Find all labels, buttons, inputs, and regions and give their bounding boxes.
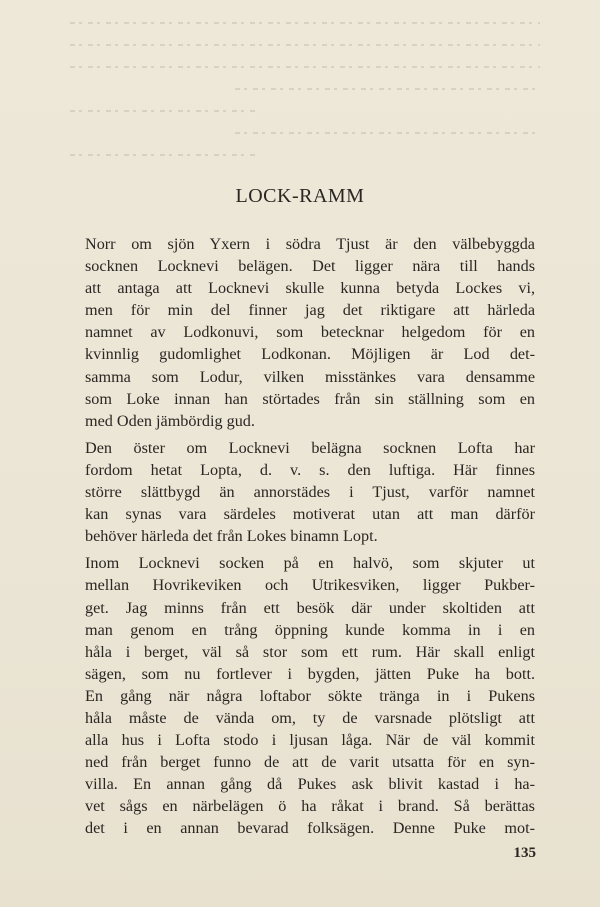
text-line: kvinnlig gudomlighet Lodkonan. Möjligen är Lod det- (85, 345, 535, 364)
paragraph-3 (85, 552, 535, 839)
text-line: man genom en trång öppning kunde komma in i en (85, 620, 535, 639)
chapter-title: LOCK-RAMM (235, 185, 365, 207)
text-line: Inom Locknevi socken på en halvö, som skjuter ut (85, 554, 535, 573)
text-line: ned från berget funno de att de varit utsatta för en syn- (85, 753, 535, 772)
text-line: behöver härleda det från Lokes binamn Lopt. (85, 527, 378, 546)
page-number: 135 (513, 845, 536, 861)
text-line: som Loke innan han störtades från sin ställning som en (85, 389, 535, 408)
text-line: En gång när några loftabor sökte tränga in i Pukens (85, 686, 535, 705)
text-line: alla hus i Lofta stodo i ljusan låga. När de väl kommit (85, 731, 535, 750)
text-line: villa. En annan gång då Pukes ask blivit kastad i ha- (85, 775, 535, 794)
text-line: med Oden jämbördig gud. (85, 411, 255, 430)
text-line: Den öster om Locknevi belägna socknen Lofta har (85, 438, 535, 457)
text-line: det i en annan bevarad folksägen. Denne Puke mot- (85, 819, 535, 838)
text-line: kan synas vara särdeles motiverat utan att man därför (85, 505, 535, 524)
paragraph-2 (85, 437, 535, 547)
paragraph-1 (85, 233, 535, 432)
text-line: socknen Locknevi belägen. Det ligger nära till hands (85, 257, 535, 276)
text-line: Norr om sjön Yxern i södra Tjust är den välbebyggda (85, 235, 535, 253)
text-line: större slättbygd än annorstädes i Tjust, varför namnet (85, 483, 535, 502)
text-line: get. Jag minns från ett besök där under skoltiden att (85, 598, 535, 617)
body-text (85, 233, 535, 840)
text-line: sägen, som nu fortlever i bygden, jätten Puke ha bott. (85, 664, 535, 683)
text-line: samma som Lodur, vilken misstänkes vara densamme (85, 367, 535, 386)
text-line: att antaga att Locknevi skulle kunna betyda Lockes vi, (85, 279, 535, 298)
text-line: namnet av Lodkonuvi, som betecknar helgedom för en (85, 323, 535, 342)
text-line: håla i berget, väl så stor som ett rum. Här skall enligt (85, 642, 535, 661)
text-line: men för min del finner jag det riktigare att härleda (85, 301, 535, 320)
text-line: vet sågs en närbelägen ö ha råkat i brand. Så berättas (85, 797, 535, 816)
text-line: mellan Hovrikeviken och Utrikesviken, ligger Pukber- (85, 576, 535, 595)
text-line: håla måste de vända om, ty de varsnade plötsligt att (85, 708, 535, 727)
text-line: fordom hetat Lopta, d. v. s. den luftiga. Här finnes (85, 460, 535, 479)
bleed-through-text (70, 22, 540, 197)
